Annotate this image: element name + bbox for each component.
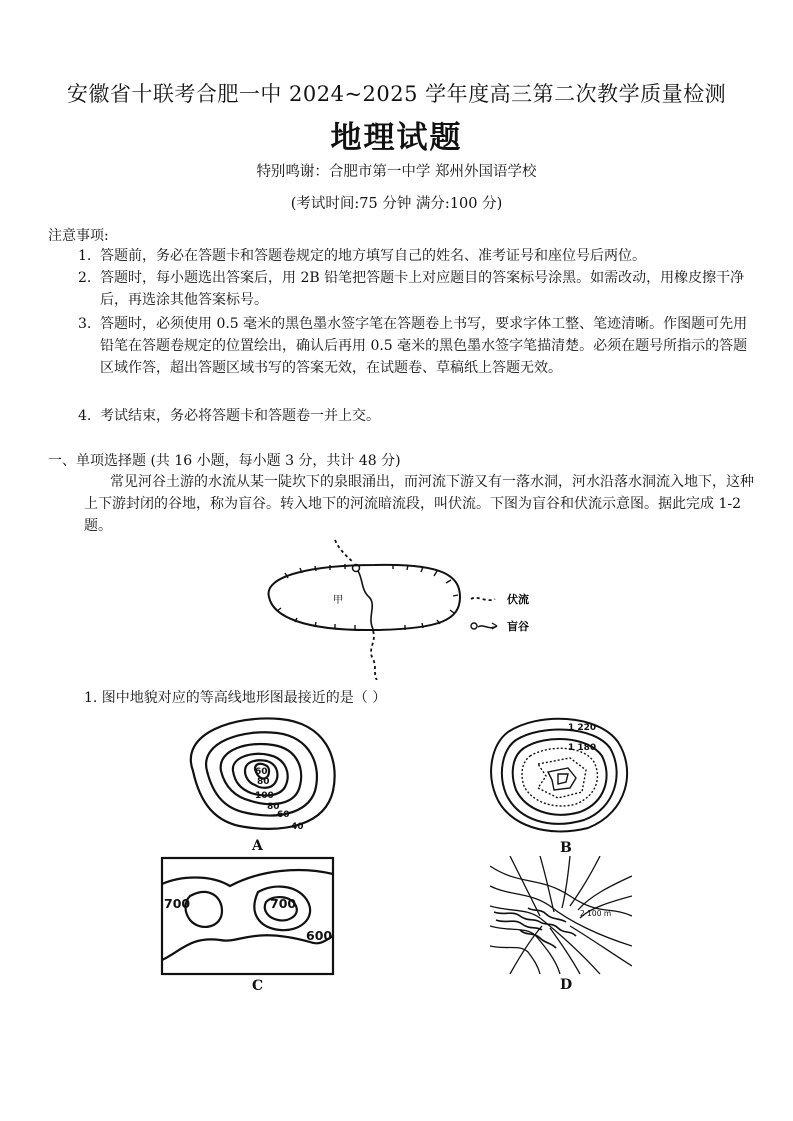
contour-label: 1 220 xyxy=(568,723,597,733)
section-heading: 一、单项选择题 (共 16 小题，每小题 3 分，共计 48 分) xyxy=(48,453,401,469)
legend-underground: 伏流 xyxy=(507,593,529,606)
contour-label: 60 xyxy=(277,810,290,820)
question-passage: 常见河谷土游的水流从某一陡坎下的泉眼涌出，而河流下游又有一落水洞，河水沿落水洞流入地下，这种上下游封闭的谷地，称为盲谷。转入地下的河流暗流段，叫伏流。下图为盲谷和伏流示意图。据此完成 1-2 题。 xyxy=(84,474,754,534)
contour-label: 40 xyxy=(291,822,304,832)
option-a-label[interactable]: A xyxy=(252,838,263,854)
center-label: 甲 xyxy=(333,595,343,606)
exam-time: (考试时间:75 分钟 满分:100 分) xyxy=(290,196,503,212)
notice-item xyxy=(78,267,758,311)
contour-label: 700 xyxy=(270,896,297,911)
notice-item xyxy=(78,313,758,379)
option-b-label[interactable]: B xyxy=(560,840,572,856)
contour-label: 80 xyxy=(257,777,270,787)
notice-text: 答题时，必须使用 0.5 毫米的黑色墨水签字笔在答题卷上书写，要求字体工整、笔迹清晰。作图题可先用铅笔在答题卷规定的位置绘出，确认后再用 0.5 毫米的黑色墨水签字笔描清楚。必须在题号所指示的答题区域作答，超出答题区域书写的答案无效，在试题卷、草稿纸上答题无效。 xyxy=(100,316,748,376)
option-d-label[interactable]: D xyxy=(560,977,573,993)
legend-blind-valley: 盲谷 xyxy=(507,620,529,633)
option-a-contour-map[interactable] xyxy=(175,713,345,838)
option-c-label[interactable]: C xyxy=(252,978,264,994)
question-1-stem: 1. 图中地貌对应的等高线地形图最接近的是（ ） xyxy=(84,690,387,706)
underground-river-legend-icon xyxy=(471,598,495,600)
blind-valley-figure xyxy=(255,535,555,680)
notice-number: 4. xyxy=(78,408,92,424)
notice-text: 考试结束，务必将答题卡和答题卷一并上交。 xyxy=(100,408,380,424)
notice-text: 答题时，每小题选出答案后，用 2B 铅笔把答题卡上对应题目的答案标号涂黑。如需改动，用橡皮擦干净后，再选涂其他答案标号。 xyxy=(100,270,745,308)
spring-legend-icon xyxy=(471,623,477,629)
notice-number: 1. xyxy=(78,248,92,264)
contour-label: 700 xyxy=(164,896,191,911)
option-b-contour-map[interactable] xyxy=(478,712,648,840)
contour-label: 600 xyxy=(306,928,333,943)
option-d-contour-map[interactable] xyxy=(490,856,632,976)
notice-item xyxy=(78,405,758,427)
contour-label: 2 100 m xyxy=(580,909,612,918)
notice-text: 答题前，务必在答题卡和答题卷规定的地方填写自己的姓名、准考证号和座位号后两位。 xyxy=(100,248,646,264)
contour-label: 80 xyxy=(267,802,280,812)
subject-title: 地理试题 xyxy=(330,120,463,156)
contour-label: 60 xyxy=(255,767,268,777)
notice-number: 3. xyxy=(78,316,92,332)
notice-heading: 注意事项: xyxy=(48,228,109,244)
option-c-contour-map[interactable] xyxy=(160,856,335,976)
notice-number: 2. xyxy=(78,270,92,286)
acknowledgement: 特别鸣谢：合肥市第一中学 郑州外国语学校 xyxy=(256,164,537,180)
contour-label: 1 180 xyxy=(568,743,597,753)
notice-item xyxy=(78,245,758,267)
contour-label: 100 xyxy=(255,791,274,801)
exam-header-title: 安徽省十联考合肥一中 2024~2025 学年度高三第二次教学质量检测 xyxy=(66,82,727,106)
